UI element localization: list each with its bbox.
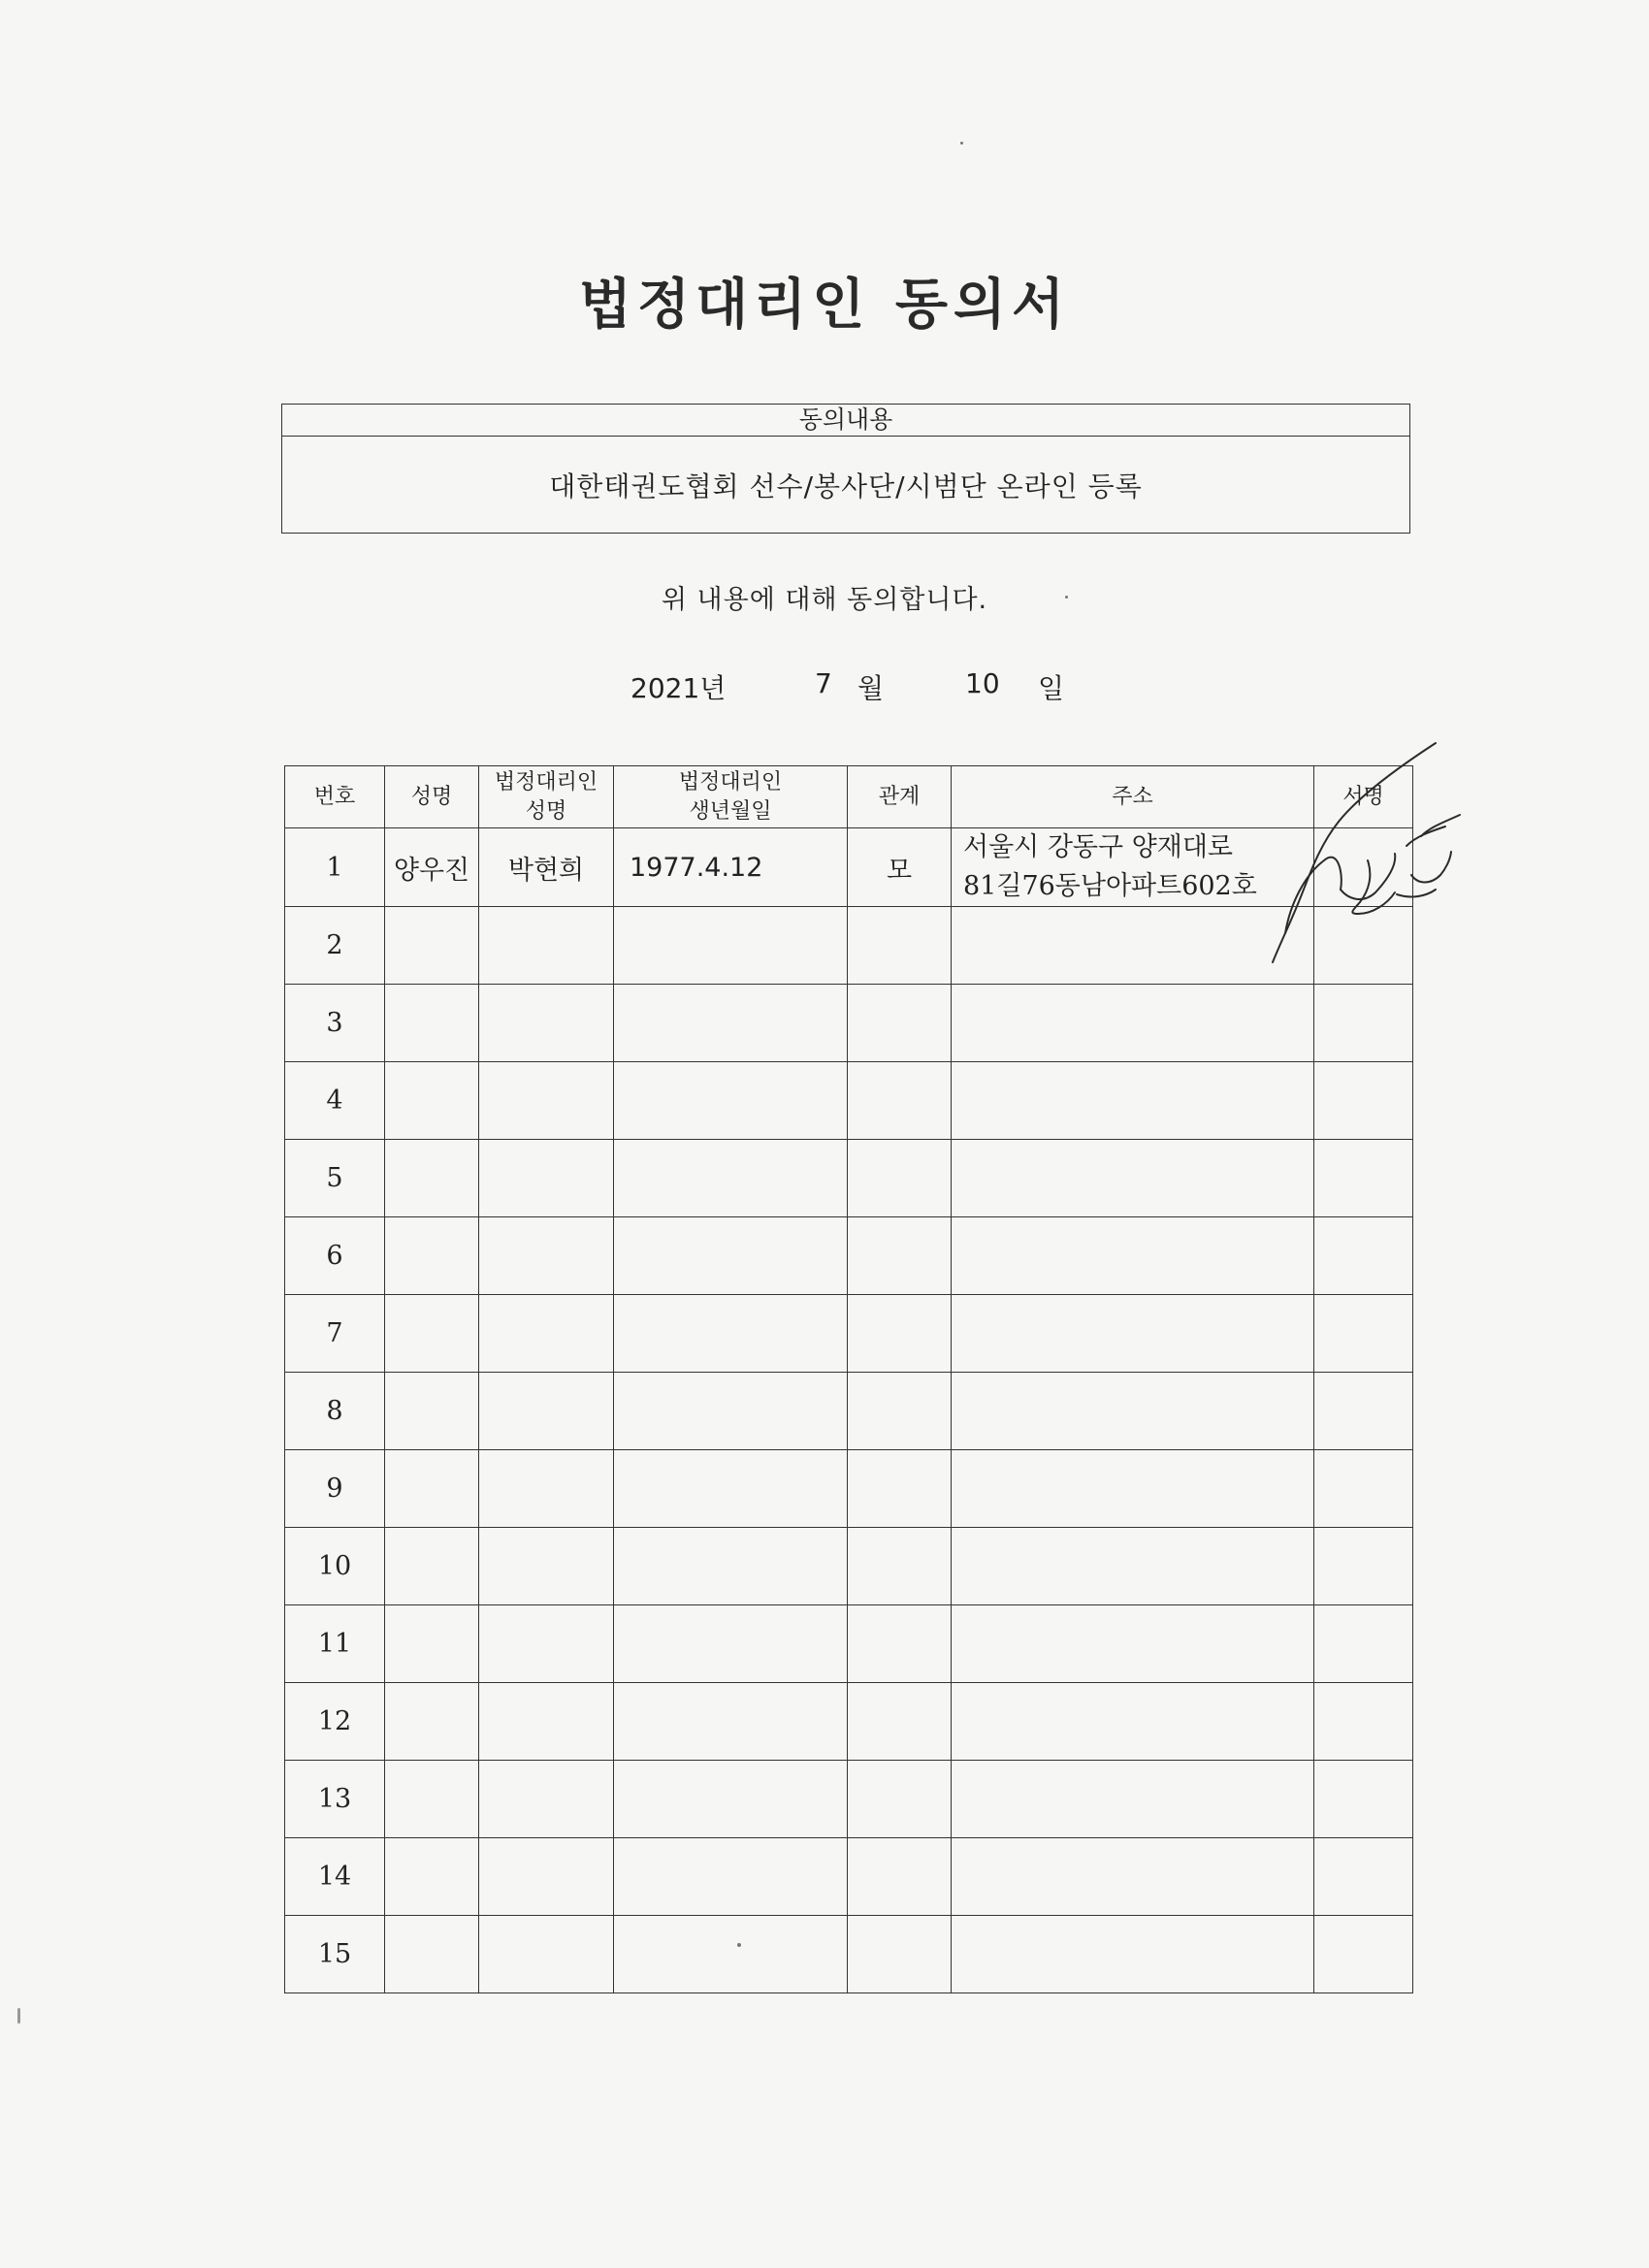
row-number-cell: 1 <box>285 828 385 907</box>
row-name-cell <box>385 907 479 985</box>
row-address-cell <box>952 985 1314 1062</box>
row-relation-cell <box>848 1373 952 1450</box>
row-guardian-birthdate-cell <box>614 1838 848 1916</box>
row-relation-cell <box>848 1528 952 1605</box>
row-signature-cell <box>1314 1605 1413 1683</box>
header-address: 주소 <box>952 766 1314 828</box>
row-guardian-name-cell <box>479 985 614 1062</box>
row-number-cell: 11 <box>285 1605 385 1683</box>
row-address-cell <box>952 907 1314 985</box>
row-relation-cell <box>848 1761 952 1838</box>
row-address-cell <box>952 1373 1314 1450</box>
table-row <box>285 907 1413 985</box>
consent-content: 대한태권도협회 선수/봉사단/시범단 온라인 등록 <box>549 470 1143 502</box>
row-guardian-birthdate-cell <box>614 1373 848 1450</box>
row-name-cell <box>385 1916 479 1993</box>
date-month-unit: 월 <box>857 672 885 704</box>
row-relation-cell <box>848 1916 952 1993</box>
row-signature-cell <box>1314 1373 1413 1450</box>
row-guardian-name-cell <box>479 1838 614 1916</box>
table-row <box>285 828 1413 907</box>
row-guardian-name-cell <box>479 1295 614 1373</box>
table-row <box>285 1217 1413 1295</box>
row-signature-cell <box>1314 1683 1413 1761</box>
row-name-cell <box>385 1373 479 1450</box>
table-row <box>285 1450 1413 1528</box>
document-title: 법정대리인 동의서 <box>578 273 1071 337</box>
row-guardian-name-cell <box>479 907 614 985</box>
row-number-cell: 10 <box>285 1528 385 1605</box>
row-relation-cell <box>848 1605 952 1683</box>
row-number-cell: 2 <box>285 907 385 985</box>
row-name-cell <box>385 985 479 1062</box>
row-guardian-name-cell <box>479 1916 614 1993</box>
agreement-statement: 위 내용에 대해 동의합니다. <box>661 585 988 615</box>
row-signature-cell <box>1314 1062 1413 1140</box>
date-day-unit: 일 <box>1038 672 1065 704</box>
row-address-cell <box>952 1683 1314 1761</box>
row-number-cell: 3 <box>285 985 385 1062</box>
consent-content-box <box>281 404 1410 534</box>
row-guardian-name-cell <box>479 1373 614 1450</box>
row-address-cell <box>952 1062 1314 1140</box>
row-guardian-name-cell <box>479 1761 614 1838</box>
row-relation-cell <box>848 907 952 985</box>
row-guardian-birthdate-cell <box>614 1683 848 1761</box>
scan-speck <box>17 2008 20 2024</box>
row-relation-cell <box>848 1217 952 1295</box>
row-relation-cell <box>848 1295 952 1373</box>
scan-speck <box>737 1943 741 1947</box>
row-guardian-name-cell <box>479 1062 614 1140</box>
table-row <box>285 1761 1413 1838</box>
header-relation: 관계 <box>848 766 952 828</box>
row-guardian-name-cell: 박현희 <box>479 828 614 907</box>
row-signature-cell <box>1314 1761 1413 1838</box>
row-address-cell <box>952 1916 1314 1993</box>
header-signature: 서명 <box>1314 766 1413 828</box>
table-row <box>285 1373 1413 1450</box>
table-row <box>285 1916 1413 1993</box>
header-guardian-name: 법정대리인 성명 <box>479 766 614 828</box>
row-address-cell <box>952 828 1314 907</box>
row-signature-cell <box>1314 1916 1413 1993</box>
row-address-cell <box>952 1761 1314 1838</box>
row-number-cell: 7 <box>285 1295 385 1373</box>
row-guardian-birthdate-cell <box>614 1062 848 1140</box>
row-guardian-name-cell <box>479 1217 614 1295</box>
row-number-cell: 5 <box>285 1140 385 1217</box>
row-number-cell: 4 <box>285 1062 385 1140</box>
row-guardian-name-cell <box>479 1528 614 1605</box>
date-day: 10 <box>965 667 1000 699</box>
row-relation-cell <box>848 1062 952 1140</box>
row-guardian-birthdate-cell <box>614 985 848 1062</box>
row-number-cell: 12 <box>285 1683 385 1761</box>
row-guardian-birthdate-cell <box>614 1761 848 1838</box>
row-guardian-birthdate-cell <box>614 1528 848 1605</box>
row-guardian-birthdate-cell <box>614 1295 848 1373</box>
row-signature-cell <box>1314 828 1413 907</box>
row-guardian-name-cell <box>479 1605 614 1683</box>
row-signature-cell <box>1314 1450 1413 1528</box>
table-row <box>285 1605 1413 1683</box>
row-signature-cell <box>1314 985 1413 1062</box>
row-address-cell <box>952 1140 1314 1217</box>
row-relation-cell <box>848 1450 952 1528</box>
table-row <box>285 1528 1413 1605</box>
header-guardian-birthdate: 법정대리인 생년월일 <box>614 766 848 828</box>
row-address-cell <box>952 1295 1314 1373</box>
table-row <box>285 1295 1413 1373</box>
row-guardian-name-cell <box>479 1450 614 1528</box>
row-name-cell <box>385 1838 479 1916</box>
row-signature-cell <box>1314 1295 1413 1373</box>
address-line-1: 서울시 강동구 양재대로 <box>963 832 1233 862</box>
row-guardian-name-cell <box>479 1683 614 1761</box>
row-guardian-birthdate-cell: 1977.4.12 <box>614 828 848 907</box>
table-row <box>285 1683 1413 1761</box>
row-signature-cell <box>1314 1217 1413 1295</box>
date-year: 2021년 <box>630 672 727 704</box>
header-number: 번호 <box>285 766 385 828</box>
row-number-cell: 6 <box>285 1217 385 1295</box>
scan-speck <box>960 142 963 145</box>
row-guardian-birthdate-cell <box>614 1217 848 1295</box>
row-address-cell <box>952 1528 1314 1605</box>
row-guardian-birthdate-cell <box>614 1605 848 1683</box>
row-name-cell <box>385 1683 479 1761</box>
row-name-cell: 양우진 <box>385 828 479 907</box>
table-row <box>285 1062 1413 1140</box>
header-name: 성명 <box>385 766 479 828</box>
row-guardian-birthdate-cell <box>614 907 848 985</box>
row-signature-cell <box>1314 1140 1413 1217</box>
row-address-cell <box>952 1838 1314 1916</box>
row-address-cell <box>952 1217 1314 1295</box>
row-number-cell: 8 <box>285 1373 385 1450</box>
table-row <box>285 1140 1413 1217</box>
registration-table <box>284 765 1413 1993</box>
table-header-row <box>285 766 1413 828</box>
row-address-cell <box>952 1450 1314 1528</box>
row-relation-cell <box>848 1838 952 1916</box>
row-address-cell <box>952 1605 1314 1683</box>
row-relation-cell <box>848 1140 952 1217</box>
table-row <box>285 985 1413 1062</box>
row-relation-cell: 모 <box>848 828 952 907</box>
row-guardian-name-cell <box>479 1140 614 1217</box>
row-number-cell: 15 <box>285 1916 385 1993</box>
row-name-cell <box>385 1217 479 1295</box>
row-guardian-birthdate-cell <box>614 1140 848 1217</box>
row-name-cell <box>385 1605 479 1683</box>
row-name-cell <box>385 1761 479 1838</box>
row-name-cell <box>385 1528 479 1605</box>
row-name-cell <box>385 1140 479 1217</box>
date-month: 7 <box>815 667 832 699</box>
row-name-cell <box>385 1295 479 1373</box>
row-number-cell: 9 <box>285 1450 385 1528</box>
row-relation-cell <box>848 1683 952 1761</box>
row-signature-cell <box>1314 907 1413 985</box>
row-number-cell: 14 <box>285 1838 385 1916</box>
row-signature-cell <box>1314 1528 1413 1605</box>
row-guardian-birthdate-cell <box>614 1450 848 1528</box>
row-signature-cell <box>1314 1838 1413 1916</box>
row-relation-cell <box>848 985 952 1062</box>
row-number-cell: 13 <box>285 1761 385 1838</box>
address-line-2: 81길76동남아파트602호 <box>963 871 1257 901</box>
consent-header: 동의내용 <box>282 405 1409 437</box>
row-name-cell <box>385 1450 479 1528</box>
row-name-cell <box>385 1062 479 1140</box>
scan-speck <box>1065 596 1068 599</box>
row-guardian-birthdate-cell <box>614 1916 848 1993</box>
table-row <box>285 1838 1413 1916</box>
